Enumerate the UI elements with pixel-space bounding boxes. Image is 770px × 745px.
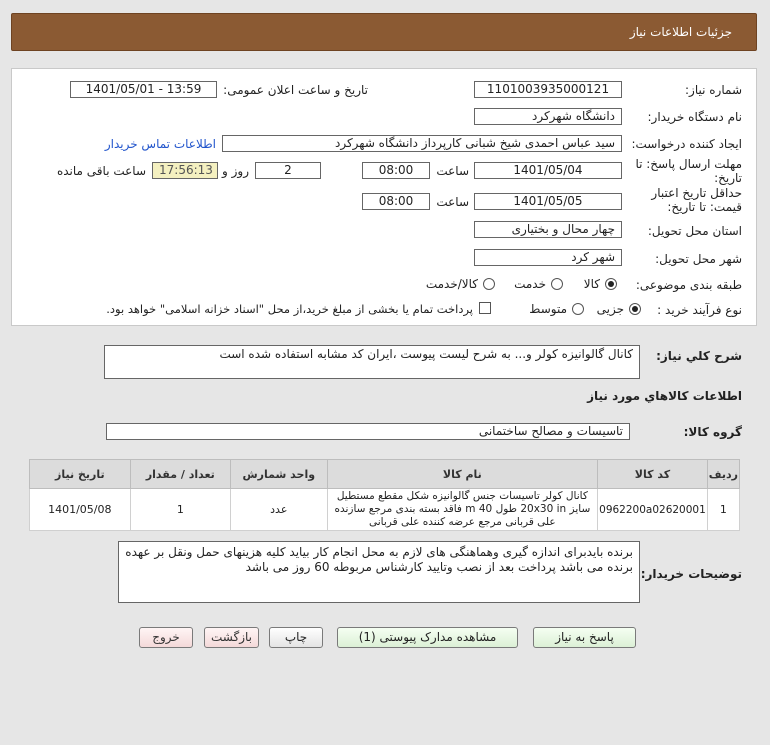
print-button[interactable]: چاپ [269,627,323,648]
process-type-label: نوع فرآیند خرید : [657,303,742,317]
deadline-time-field: 08:00 [362,162,430,179]
deadline-label: مهلت ارسال پاسخ: تا تاریخ: [635,157,742,185]
description-label: شرح کلي نياز: [656,349,742,363]
province-label: استان محل تحویل: [647,224,742,238]
col-row: ردیف [707,460,739,489]
need-number-field: 1101003935000121 [474,81,622,98]
category-option-service: خدمت [514,277,546,291]
validity-date-field: 1401/05/05 [474,193,622,210]
goods-section-title: اطلاعات کالاهاي مورد نياز [587,389,742,403]
cell-code: 0962200a02620001 [598,489,708,531]
items-table [29,459,740,531]
category-radio-service[interactable] [551,278,563,290]
deadline-time-label: ساعت [436,164,469,178]
cell-name: کانال کولر تاسیسات جنس گالوانیزه شکل مقطع مستطیل سایز 20x30 in طول m 40 فاقد بسته بندی مرجع سازنده علی قربانی مرجع عرضه کننده علی قربانی [327,489,598,531]
announce-date-label: تاریخ و ساعت اعلان عمومی: [223,83,368,97]
goods-group-label: گروه کالا: [683,425,742,439]
time-remaining-label: ساعت باقی مانده [56,164,146,178]
city-label: شهر محل تحویل: [655,252,742,266]
cell-qty: 1 [130,489,230,531]
table-header-row [30,460,740,489]
process-radio-minor[interactable] [629,303,641,315]
cell-date: 1401/05/08 [30,489,131,531]
buyer-label: نام دستگاه خریدار: [647,110,742,124]
cell-unit: عدد [231,489,328,531]
page-title: جزئیات اطلاعات نیاز [629,25,732,39]
treasury-checkbox[interactable] [479,302,491,314]
category-option-goods-service: کالا/خدمت [425,277,478,291]
col-date: تاریخ نیاز [30,460,131,489]
view-attachments-button[interactable]: مشاهده مدارک پیوستی (1) [337,627,518,648]
creator-label: ایجاد کننده درخواست: [631,137,742,151]
col-name: نام کالا [327,460,598,489]
validity-time-field: 08:00 [362,193,430,210]
days-label: روز و [222,164,249,178]
goods-group-field: تاسیسات و مصالح ساختمانی [106,423,630,440]
process-radio-medium[interactable] [572,303,584,315]
buyer-notes-label: توضیحات خریدار: [640,567,742,581]
cell-row: 1 [707,489,739,531]
table-row [30,489,740,531]
treasury-note: پرداخت تمام یا بخشی از مبلغ خرید،از محل "اسناد خزانه اسلامی" خواهد بود. [106,302,473,316]
exit-button[interactable]: خروج [139,627,193,648]
col-qty: تعداد / مقدار [130,460,230,489]
back-button[interactable]: بازگشت [204,627,259,648]
page-header [11,13,757,51]
reply-button[interactable]: پاسخ به نیاز [533,627,636,648]
buyer-field: دانشگاه شهرکرد [474,108,622,125]
days-remaining-field: 2 [255,162,321,179]
category-label: طبقه بندی موضوعی: [635,278,742,292]
validity-time-label: ساعت [436,195,469,209]
province-field: چهار محال و بختیاری [474,221,622,238]
process-option-minor: جزیی [596,302,624,316]
deadline-date-field: 1401/05/04 [474,162,622,179]
buyer-notes-field: برنده بایدبرای اندازه گیری وهماهنگی های لازم به محل انجام کار بیاید کلیه هزینهای حمل ونقل بر عهده برنده می باشد پرداخت بعد از نصب وتایید کارشناس مربوطه 60 روز می باشد [118,541,640,603]
announce-date-field: 1401/05/01 - 13:59 [70,81,217,98]
category-radio-goods-service[interactable] [483,278,495,290]
category-radio-goods[interactable] [605,278,617,290]
category-option-goods: کالا [583,277,600,291]
description-field: کانال گالوانیزه کولر و... به شرح لیست پیوست ،ایران کد مشابه استفاده شده است [104,345,640,379]
buyer-contact-link[interactable]: اطلاعات تماس خریدار [104,137,216,151]
need-number-label: شماره نیاز: [685,83,742,97]
col-unit: واحد شمارش [231,460,328,489]
col-code: کد کالا [598,460,708,489]
city-field: شهر کرد [474,249,622,266]
time-remaining-field: 17:56:13 [152,162,218,179]
creator-field: سید عباس احمدی شیخ شبانی کارپرداز دانشگاه شهرکرد [222,135,622,152]
process-option-medium: متوسط [529,302,567,316]
validity-label: حداقل تاریخ اعتبار قیمت: تا تاریخ: [651,186,742,214]
